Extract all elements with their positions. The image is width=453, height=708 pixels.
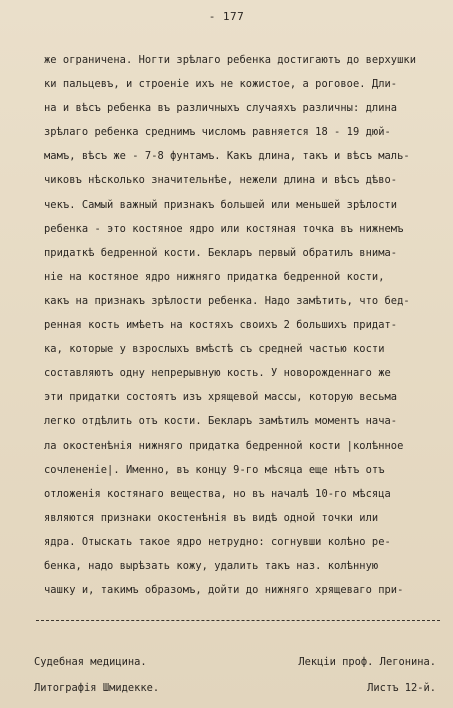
text-line: ла окостенѣнія нижняго придатка бедренной кости |колѣнное bbox=[44, 439, 404, 452]
body-text bbox=[44, 48, 434, 602]
text-line: составляютъ одну непрерывную кость. У новорожденнаго же bbox=[44, 367, 391, 380]
text-line: ка, которые у взрослыхъ вмѣстѣ съ средней частью кости bbox=[44, 343, 385, 356]
text-line: придаткѣ бедренной кости. Бекларъ первый обратилъ внима- bbox=[44, 246, 398, 259]
text-line: эти придатки состоятъ изъ хрящевой массы, которую весьма bbox=[44, 391, 398, 404]
text-line: на и вѣсъ ребенка въ различныхъ случаяхъ различны: длина bbox=[44, 102, 398, 115]
text-line: чекъ. Самый важный признакъ большей или меньшей зрѣлости bbox=[44, 198, 398, 211]
text-line: какъ на признакъ зрѣлости ребенка. Надо замѣтить, что бед- bbox=[44, 294, 410, 307]
text-line: сочлененіе|. Именно, въ концу 9-го мѣсяца еще нѣтъ отъ bbox=[44, 463, 385, 476]
text-line: чиковъ нѣсколько значительнѣе, нежели длина и вѣсъ дѣво- bbox=[44, 174, 398, 187]
text-line: отложенія костянаго вещества, но въ началѣ 10-го мѣсяца bbox=[44, 487, 391, 500]
footer-lecturer: Лекціи проф. Легонина. bbox=[298, 656, 436, 668]
text-line: мамъ, вѣсъ же - 7-8 фунтамъ. Какъ длина, такъ и вѣсъ маль- bbox=[44, 150, 410, 163]
footer-printer: Литографія Шмидекке. bbox=[34, 682, 160, 694]
text-line: ядра. Отыскать такое ядро нетрудно: согнувши колѣно ре- bbox=[44, 535, 391, 548]
footer-row-bottom bbox=[34, 682, 436, 694]
text-line: ребенка - это костяное ядро или костяная точка въ нижнемъ bbox=[44, 222, 404, 235]
text-line: чашку и, такимъ образомъ, дойти до нижняго хрящеваго при- bbox=[44, 584, 404, 597]
separator-rule bbox=[36, 620, 440, 621]
text-line: же ограничена. Ногти зрѣлаго ребенка достигаютъ до верхушки bbox=[44, 54, 417, 66]
text-line: легко отдѣлить отъ кости. Бекларъ замѣтилъ моментъ нача- bbox=[44, 415, 398, 428]
text-line: зрѣлаго ребенка среднимъ числомъ равняется 18 - 19 дюй- bbox=[44, 126, 391, 139]
text-line: ки пальцевъ, и строеніе ихъ не кожистое, а роговое. Дли- bbox=[44, 78, 398, 91]
footer-row-top bbox=[34, 656, 436, 668]
text-line: ренная кость имѣетъ на костяхъ своихъ 2 большихъ придат- bbox=[44, 319, 398, 332]
text-line: являются признаки окостенѣнія въ видѣ одной точки или bbox=[44, 511, 379, 524]
footer-sheet-number: Листъ 12-й. bbox=[367, 682, 436, 694]
page-number: - 177 bbox=[208, 10, 245, 23]
text-line: бенка, надо вырѣзать кожу, удалить такъ наз. колѣнную bbox=[44, 559, 379, 572]
footer-course-title: Судебная медицина. bbox=[34, 656, 147, 668]
text-line: ніе на костяное ядро нижняго придатка бедренной кости, bbox=[44, 270, 385, 283]
